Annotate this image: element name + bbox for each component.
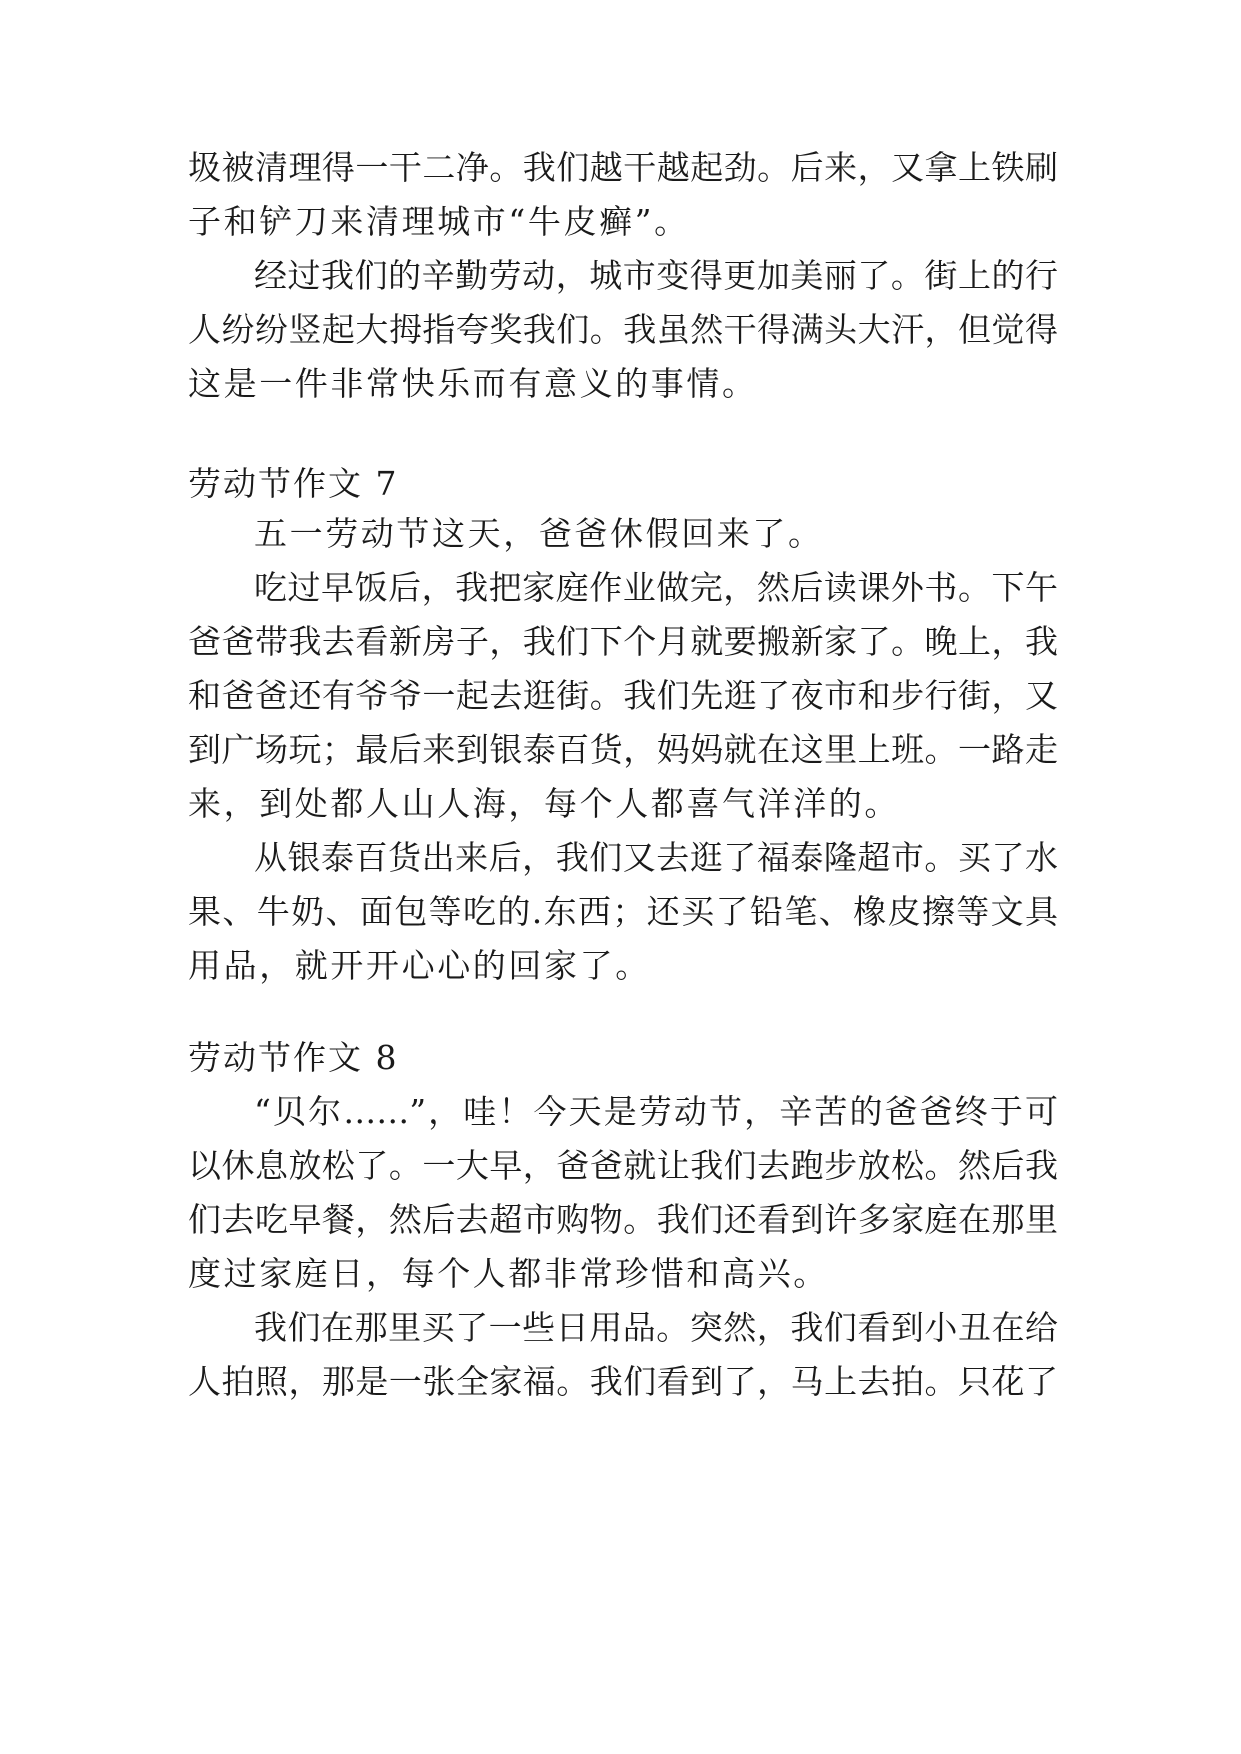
- text-line: 爸爸带我去看新房子，我们下个月就要搬新家了。晚上，我: [188, 622, 1058, 661]
- text-line: 五一劳动节这天，爸爸休假回来了。: [254, 514, 824, 553]
- text-line: 用品，就开开心心的回家了。: [188, 946, 651, 985]
- text-line: 这是一件非常快乐而有意义的事情。: [188, 364, 758, 403]
- text-line: 和爸爸还有爷爷一起去逛街。我们先逛了夜市和步行街，又: [188, 676, 1058, 715]
- text-line: 从银泰百货出来后，我们又去逛了福泰隆超市。买了水: [254, 838, 1058, 877]
- text-line: 果、牛奶、面包等吃的.东西；还买了铅笔、橡皮擦等文具: [188, 892, 1058, 931]
- text-line: 经过我们的辛勤劳动，城市变得更加美丽了。街上的行: [254, 256, 1058, 295]
- text-line: “贝尔……”，哇！今天是劳动节，辛苦的爸爸终于可: [254, 1092, 1058, 1131]
- text-line: 人拍照，那是一张全家福。我们看到了，马上去拍。只花了: [188, 1362, 1058, 1401]
- text-line: 来，到处都人山人海，每个人都喜气洋洋的。: [188, 784, 900, 823]
- text-line: 我们在那里买了一些日用品。突然，我们看到小丑在给: [254, 1308, 1058, 1347]
- section-heading: 劳动节作文 8: [188, 1038, 399, 1077]
- document-page: [188, 0, 1058, 1754]
- section-heading: 劳动节作文 7: [188, 464, 399, 503]
- text-line: 人纷纷竖起大拇指夸奖我们。我虽然干得满头大汗，但觉得: [188, 310, 1058, 349]
- text-line: 子和铲刀来清理城市“牛皮癣”。: [188, 202, 690, 241]
- text-line: 吃过早饭后，我把家庭作业做完，然后读课外书。下午: [254, 568, 1058, 607]
- text-line: 以休息放松了。一大早，爸爸就让我们去跑步放松。然后我: [188, 1146, 1058, 1185]
- text-line: 们去吃早餐，然后去超市购物。我们还看到许多家庭在那里: [188, 1200, 1058, 1239]
- text-line: 到广场玩；最后来到银泰百货，妈妈就在这里上班。一路走: [188, 730, 1058, 769]
- text-line: 圾被清理得一干二净。我们越干越起劲。后来，又拿上铁刷: [188, 148, 1058, 187]
- text-line: 度过家庭日，每个人都非常珍惜和高兴。: [188, 1254, 829, 1293]
